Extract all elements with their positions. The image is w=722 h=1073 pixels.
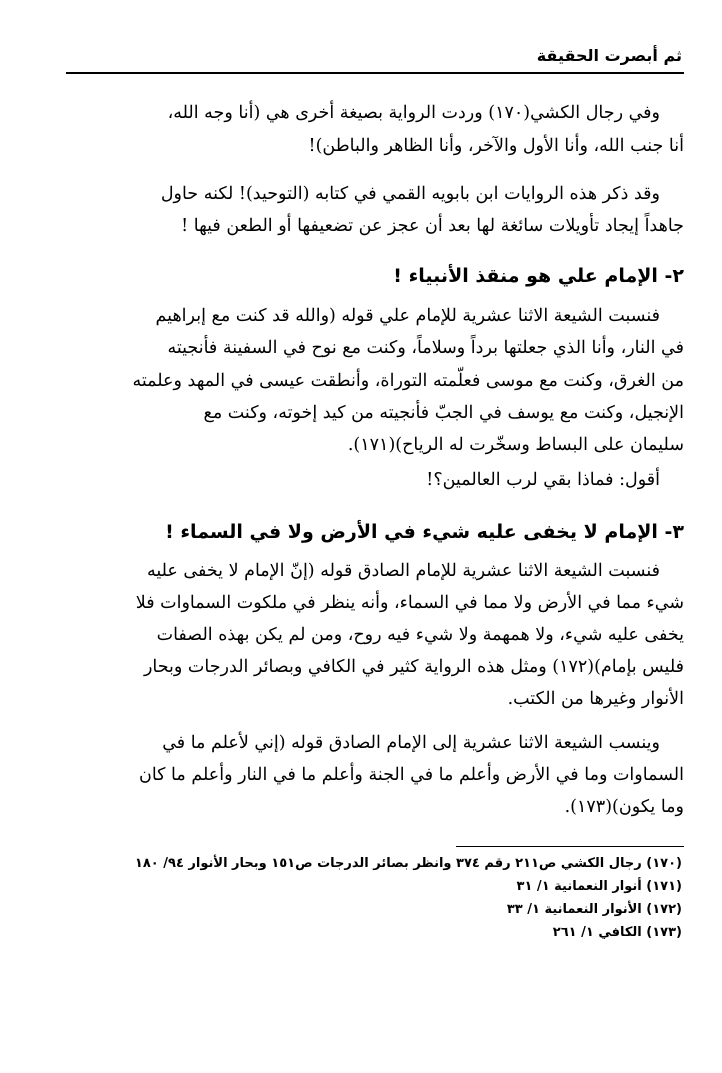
text-line: في النار، وأنا الذي جعلتها برداً وسلاماً، وكنت مع نوح في السفينة فأنجيته (167, 338, 684, 358)
text-line: فنسبت الشيعة الاثنا عشرية للإمام علي قوله (والله قد كنت مع إبراهيم (155, 306, 660, 326)
footnote-173: (١٧٣) الكافي ١/ ٢٦١ (552, 925, 682, 940)
text-line: جاهداً إيجاد تأويلات سائغة لها بعد أن عجز عن تضعيفها أو الطعن فيها ! (181, 216, 684, 236)
text-line: السماوات وما في الأرض وأعلم ما في الجنة وأعلم ما في النار وأعلم ما كان (138, 765, 684, 785)
text-line: سليمان على البساط وسخّرت له الرياح)(١٧١). (347, 435, 684, 455)
section-heading-2: ٢- الإمام علي هو منقذ الأنبياء ! (393, 265, 684, 287)
footnotes (60, 852, 682, 944)
text-line: وفي رجال الكشي(١٧٠) وردت الرواية بصيغة أخرى هي (أنا وجه الله، (167, 103, 660, 123)
text-line: يخفى عليه شيء، ولا همهمة ولا شيء فيه روح، ومن لم يكن بهذه الصفات (156, 625, 684, 645)
text-line: وقد ذكر هذه الروايات ابن بابويه القمي في كتابه (التوحيد)! لكنه حاول (160, 184, 660, 204)
text-line: فليس بإمام)(١٧٢) ومثل هذه الرواية كثير في الكافي وبصائر الدرجات وبحار (143, 657, 684, 677)
text-line: شيء مما في الأرض ولا مما في السماء، وأنه ينظر في ملكوت السماوات فلا (135, 593, 684, 613)
text-line: وما يكون)(١٧٣). (564, 797, 684, 817)
text-line: الأنوار وغيرها من الكتب. (507, 689, 684, 709)
text-line: من الغرق، وكنت مع موسى فعلّمته التوراة، وأنطقت عيسى في المهد وعلمته (132, 371, 684, 391)
text-line: الإنجيل، وكنت مع يوسف في الجبّ فأنجيته من كيد إخوته، وكنت مع (203, 403, 684, 423)
footnote-171: (١٧١) أنوار النعمانية ١/ ٣١ (516, 879, 682, 894)
running-header: ثم أبصرت الحقيقة (536, 46, 682, 65)
text-line: أقول: فماذا بقي لرب العالمين؟! (426, 470, 660, 490)
footnote-170: (١٧٠) رجال الكشي ص٢١١ رقم ٣٧٤ وانظر بصائر الدرجات ص١٥١ وبحار الأنوار ٩٤/ ١٨٠ (134, 856, 682, 871)
text-line: وينسب الشيعة الاثنا عشرية إلى الإمام الصادق قوله (إني لأعلم ما في (162, 733, 660, 753)
footnote-rule (456, 846, 684, 847)
text-line: فنسبت الشيعة الاثنا عشرية للإمام الصادق قوله (إنّ الإمام لا يخفى عليه (146, 561, 660, 581)
footnote-172: (١٧٢) الأنوار النعمانية ١/ ٣٣ (506, 902, 682, 917)
header-rule (66, 72, 684, 74)
text-line: أنا جنب الله، وأنا الأول والآخر، وأنا الظاهر والباطن)! (308, 136, 684, 156)
section-heading-3: ٣- الإمام لا يخفى عليه شيء في الأرض ولا في السماء ! (165, 521, 684, 543)
